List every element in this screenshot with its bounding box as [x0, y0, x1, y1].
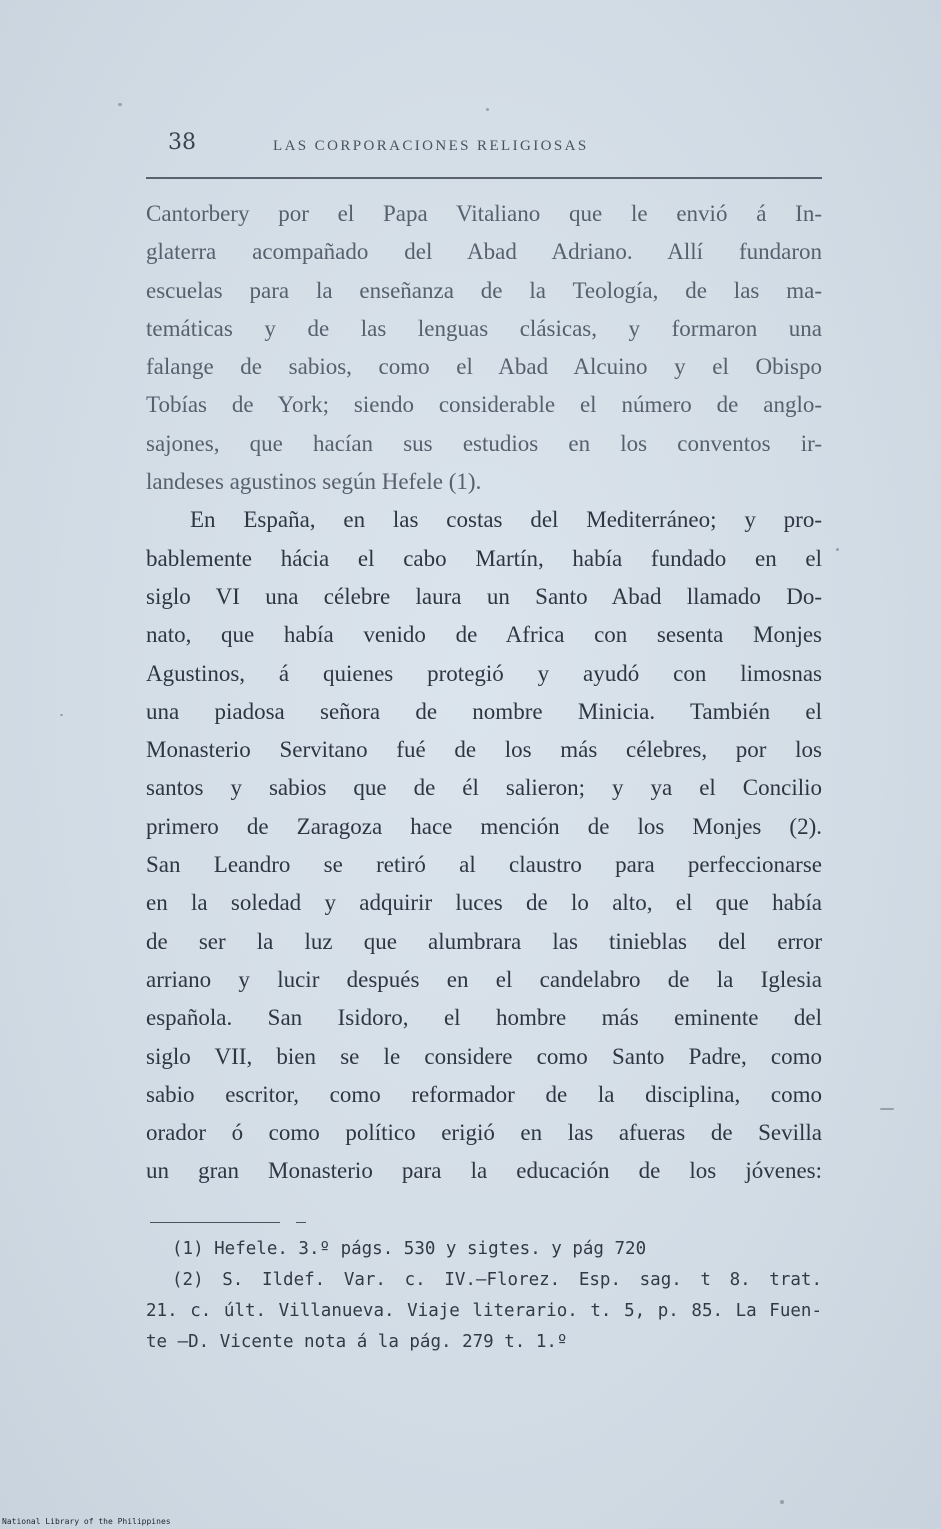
body-line: española. San Isidoro, el hombre más eminente del	[146, 1005, 822, 1031]
footnote-rule-dash	[296, 1222, 306, 1223]
body-line: Tobías de York; siendo considerable el número de anglo-	[146, 392, 822, 418]
body-line: arriano y lucir después en el candelabro de la Iglesia	[146, 966, 822, 992]
body-line: nato, que había venido de Africa con sesenta Monjes	[146, 622, 822, 648]
body-line: un gran Monasterio para la educación de los jóvenes:	[146, 1158, 822, 1184]
scan-speck	[836, 548, 839, 551]
body-text	[146, 195, 822, 1191]
body-line: siglo VII, bien se le considere como Santo Padre, como	[146, 1043, 822, 1069]
footnote-2-continued: 21. c. últ. Villanueva. Viaje literario. t. 5, p. 85. La Fuen-	[146, 1301, 822, 1321]
header-rule	[146, 177, 822, 179]
body-line: landeses agustinos según Hefele (1).	[146, 469, 482, 495]
scan-speck	[60, 714, 63, 716]
scan-speck	[780, 1500, 784, 1504]
page-number: 38	[168, 130, 196, 155]
body-line: glaterra acompañado del Abad Adriano. Allí fundaron	[146, 239, 822, 265]
body-line: bablemente hácia el cabo Martín, había fundado en el	[146, 545, 822, 571]
body-line: Agustinos, á quienes protegió y ayudó con limosnas	[146, 660, 822, 686]
scan-speck	[118, 103, 122, 106]
scan-speck	[486, 108, 489, 111]
body-line: sabio escritor, como reformador de la disciplina, como	[146, 1081, 822, 1107]
footnote-rule	[150, 1222, 280, 1223]
body-line: orador ó como político erigió en las afueras de Sevilla	[146, 1120, 822, 1146]
body-line: siglo VI una célebre laura un Santo Abad llamado Do-	[146, 583, 822, 609]
body-line: sajones, que hacían sus estudios en los conventos ir-	[146, 430, 822, 456]
body-line: falange de sabios, como el Abad Alcuino y el Obispo	[146, 354, 822, 380]
body-line: Monasterio Servitano fué de los más célebres, por los	[146, 737, 822, 763]
footnotes	[146, 1234, 822, 1358]
body-line: En España, en las costas del Mediterráneo; y pro-	[190, 507, 822, 533]
body-line: temáticas y de las lenguas clásicas, y formaron una	[146, 315, 822, 341]
body-line: primero de Zaragoza hace mención de los Monjes (2).	[146, 813, 822, 839]
body-line: en la soledad y adquirir luces de lo alto, el que había	[146, 890, 822, 916]
body-line: una piadosa señora de nombre Minicia. También el	[146, 698, 822, 724]
body-line: San Leandro se retiró al claustro para perfeccionarse	[146, 852, 822, 878]
library-credit: National Library of the Philippines	[2, 1517, 171, 1526]
page-header	[168, 130, 818, 162]
footnote-1: (1) Hefele. 3.º págs. 530 y sigtes. y pág 720	[172, 1239, 647, 1259]
running-head: LAS CORPORACIONES RELIGIOSAS	[273, 138, 589, 154]
body-line: Cantorbery por el Papa Vitaliano que le envió á In-	[146, 201, 822, 226]
footnote-2: (2) S. Ildef. Var. c. IV.—Florez. Esp. sag. t 8. trat.	[172, 1270, 822, 1290]
body-line: santos y sabios que de él salieron; y ya el Concilio	[146, 775, 822, 801]
body-line: de ser la luz que alumbrara las tinieblas del error	[146, 928, 822, 954]
footnote-2-continued: te —D. Vicente nota á la pág. 279 t. 1.º	[146, 1332, 568, 1352]
scan-speck	[880, 1108, 894, 1110]
body-line: escuelas para la enseñanza de la Teología, de las ma-	[146, 277, 822, 303]
